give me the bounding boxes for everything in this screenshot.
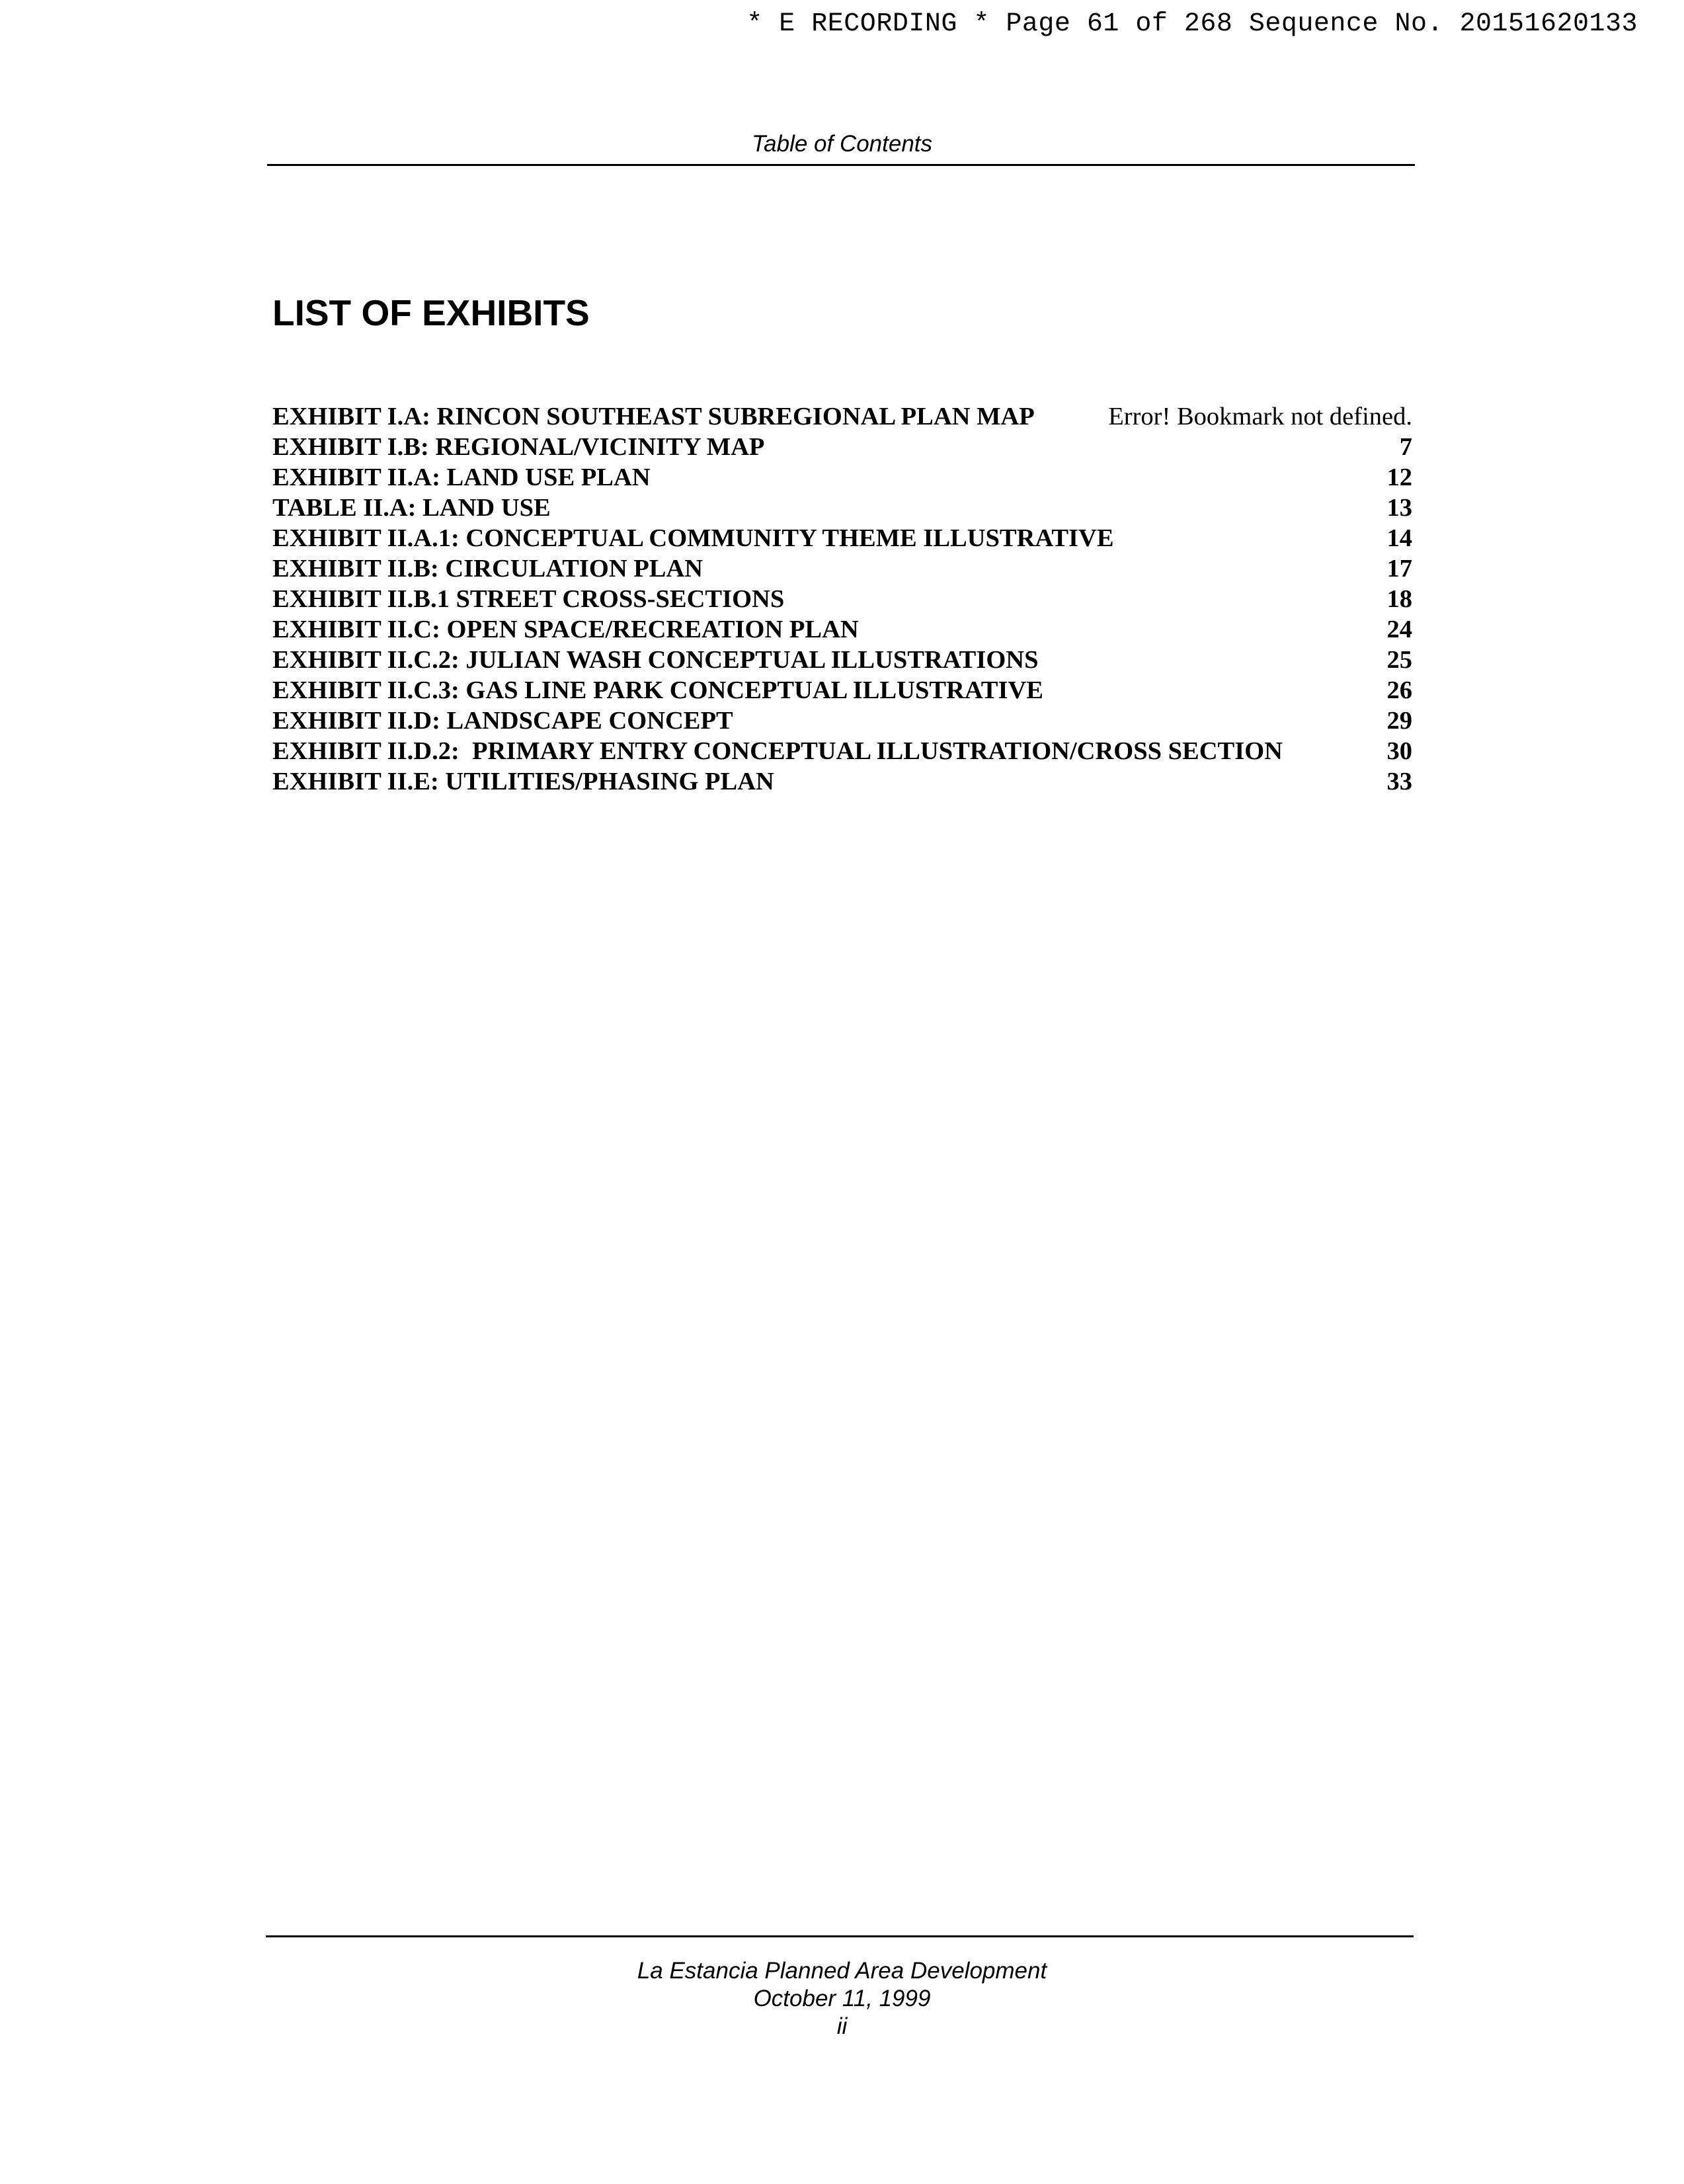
section-title: LIST OF EXHIBITS	[272, 292, 590, 333]
exhibit-label: EXHIBIT II.A.1: CONCEPTUAL COMMUNITY THEME ILLUSTRATIVE	[272, 524, 1114, 552]
footer-rule	[266, 1935, 1414, 1937]
exhibit-label: EXHIBIT II.C.2: JULIAN WASH CONCEPTUAL ILLUSTRATIONS	[272, 646, 1039, 674]
exhibit-label: TABLE II.A: LAND USE	[272, 494, 551, 522]
exhibit-page-number: 29	[1386, 707, 1412, 735]
exhibit-list	[272, 401, 1412, 797]
exhibit-page-number: 18	[1386, 585, 1412, 613]
running-header: Table of Contents	[751, 131, 933, 157]
exhibit-label: EXHIBIT II.D.2: PRIMARY ENTRY CONCEPTUAL ILLUSTRATION/CROSS SECTION	[272, 737, 1283, 765]
list-item[interactable]	[272, 553, 1412, 584]
exhibit-page-number: 25	[1386, 646, 1412, 674]
footer-page-number: ii	[836, 2013, 848, 2039]
exhibit-page-number: 17	[1386, 555, 1412, 583]
list-item[interactable]	[272, 462, 1412, 493]
exhibit-label: EXHIBIT II.A: LAND USE PLAN	[272, 464, 651, 491]
exhibit-page-number: 33	[1386, 768, 1412, 795]
list-item[interactable]	[272, 401, 1412, 432]
exhibit-page-number: 30	[1386, 737, 1412, 765]
list-item[interactable]	[272, 736, 1412, 766]
exhibit-page-number: 7	[1399, 433, 1412, 461]
list-item[interactable]	[272, 432, 1412, 462]
page-footer	[0, 1957, 1684, 2041]
list-item[interactable]	[272, 766, 1412, 797]
footer-document-title: La Estancia Planned Area Development	[637, 1958, 1047, 1984]
header-rule	[267, 164, 1415, 166]
exhibit-label: EXHIBIT II.D: LANDSCAPE CONCEPT	[272, 707, 733, 735]
list-item[interactable]	[272, 584, 1412, 614]
exhibit-page-number: 26	[1386, 676, 1412, 704]
recording-stamp: * E RECORDING * Page 61 of 268 Sequence No. 20151620133	[746, 9, 1638, 39]
exhibit-label: EXHIBIT II.E: UTILITIES/PHASING PLAN	[272, 768, 774, 795]
exhibit-label: EXHIBIT II.C.3: GAS LINE PARK CONCEPTUAL ILLUSTRATIVE	[272, 676, 1043, 704]
list-item[interactable]	[272, 645, 1412, 675]
list-item[interactable]	[272, 706, 1412, 736]
exhibit-page-number: 12	[1386, 464, 1412, 491]
list-item[interactable]	[272, 493, 1412, 523]
exhibit-page-number: 24	[1386, 616, 1412, 643]
list-item[interactable]	[272, 523, 1412, 553]
list-item[interactable]	[272, 675, 1412, 706]
exhibit-label: EXHIBIT I.B: REGIONAL/VICINITY MAP	[272, 433, 765, 461]
footer-date: October 11, 1999	[753, 1986, 931, 2011]
exhibit-label: EXHIBIT II.B.1 STREET CROSS-SECTIONS	[272, 585, 785, 613]
exhibit-page-number: 14	[1386, 524, 1412, 552]
list-item[interactable]	[272, 614, 1412, 645]
exhibit-page-number: 13	[1386, 494, 1412, 522]
exhibit-label: EXHIBIT II.B: CIRCULATION PLAN	[272, 555, 703, 583]
exhibit-label: EXHIBIT II.C: OPEN SPACE/RECREATION PLAN	[272, 616, 859, 643]
exhibit-label: EXHIBIT I.A: RINCON SOUTHEAST SUBREGIONAL PLAN MAP	[272, 403, 1035, 430]
exhibit-page-number: Error! Bookmark not defined.	[1108, 403, 1412, 430]
